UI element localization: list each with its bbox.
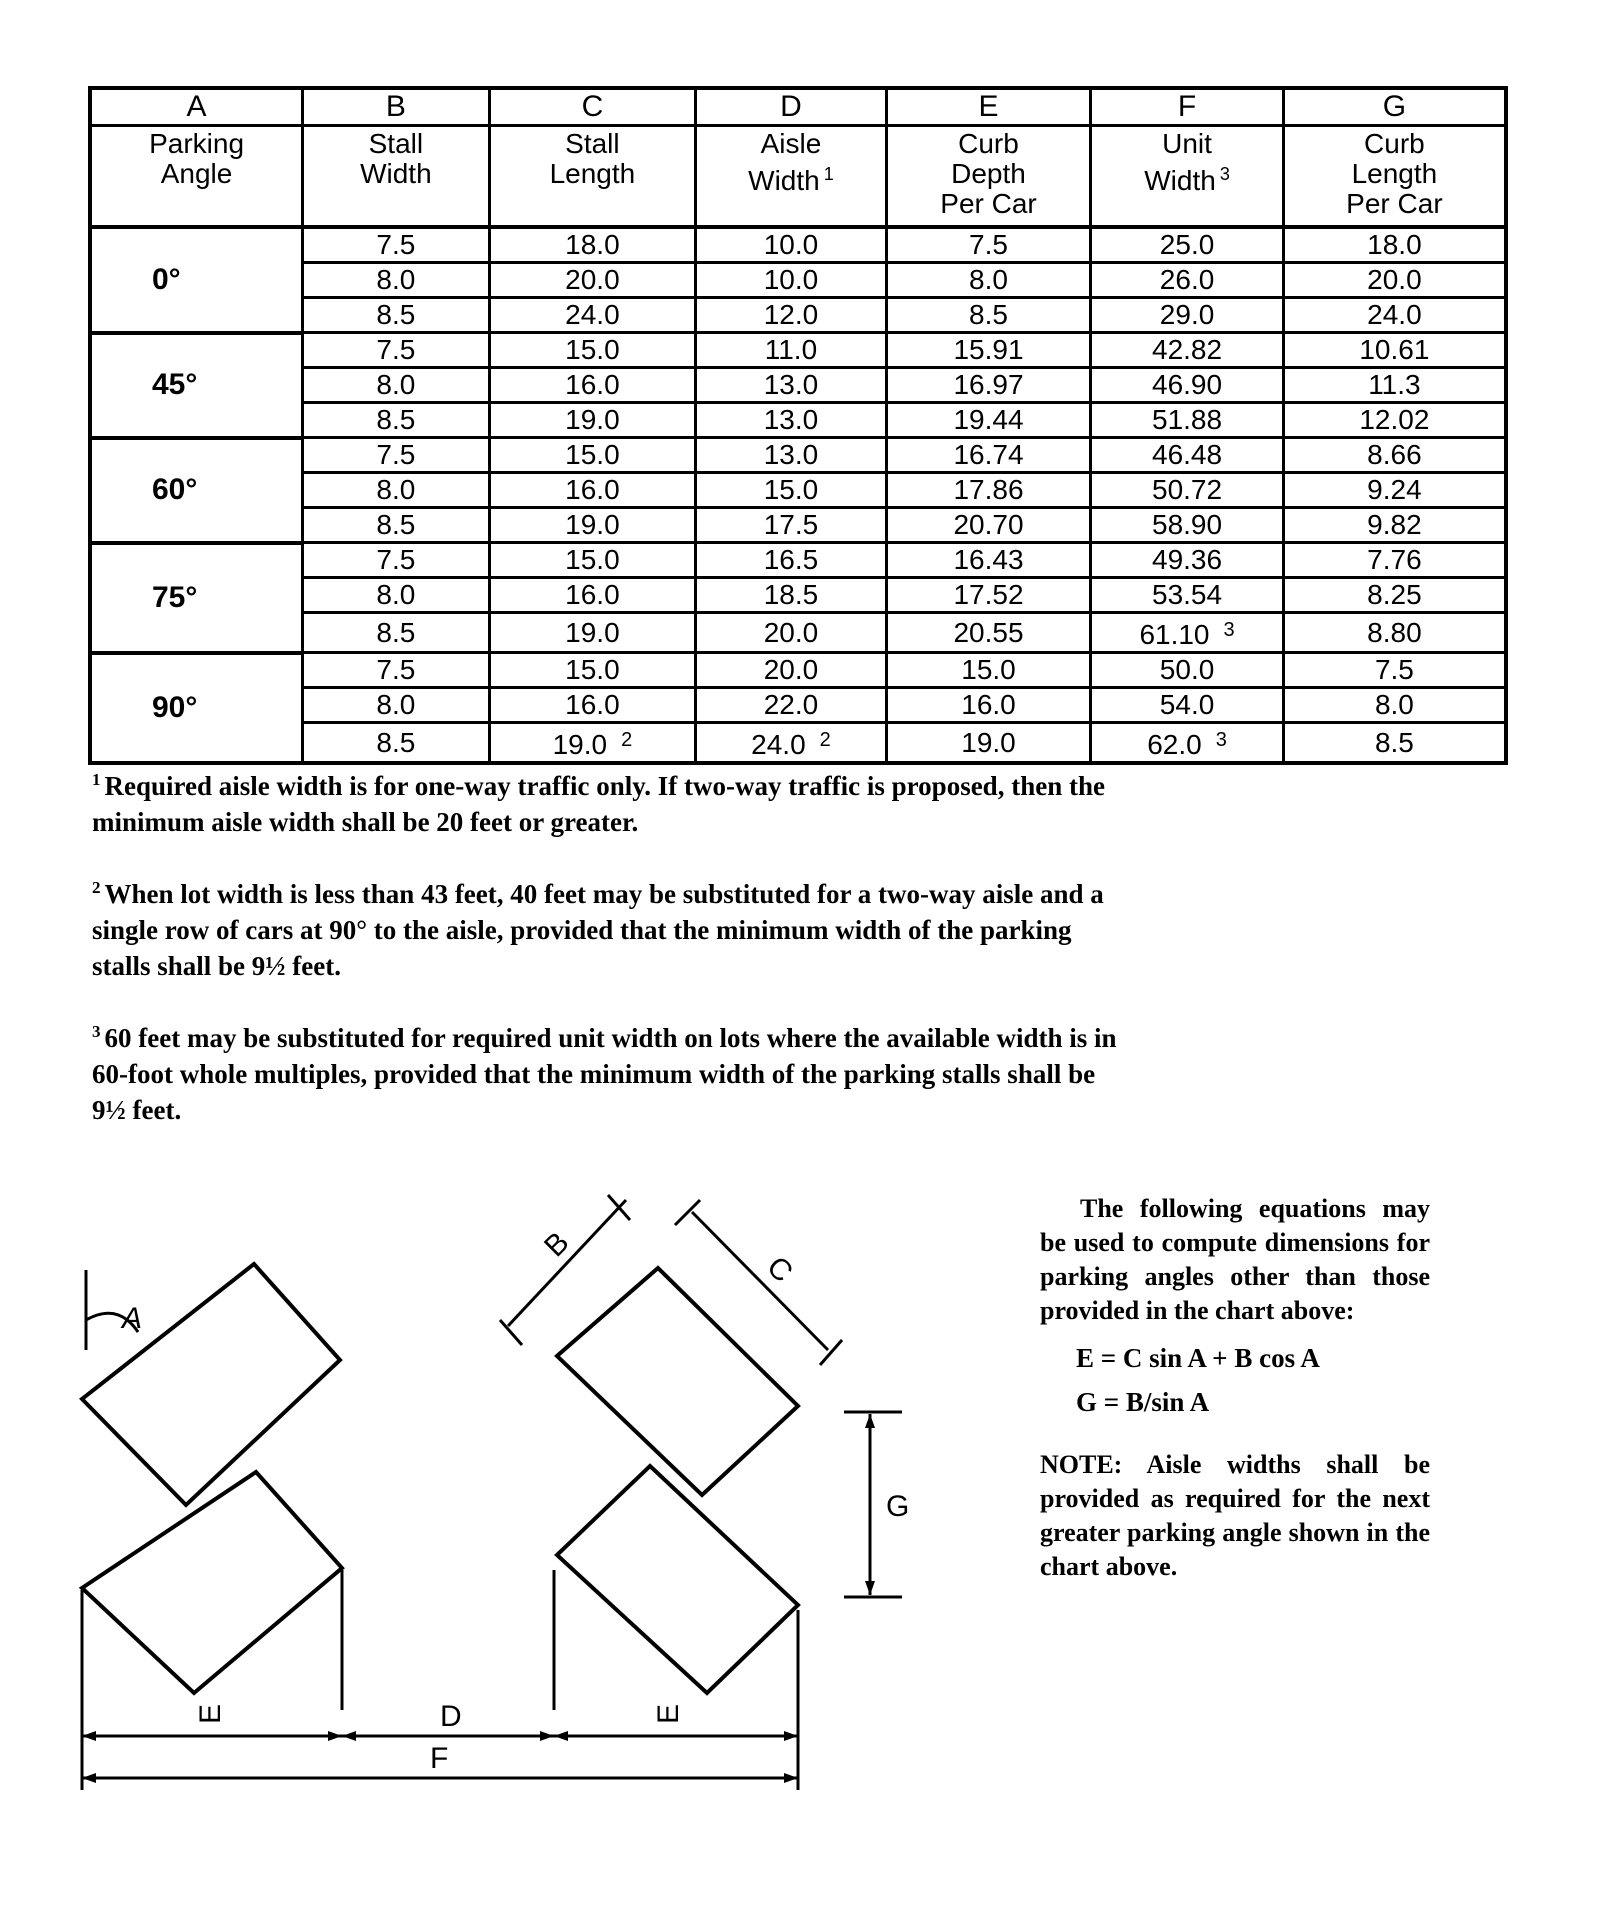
table-cell <box>303 438 490 473</box>
table-cell <box>1283 473 1506 508</box>
cell-value: 7.5 <box>376 334 416 365</box>
cell-value: 19.0 <box>961 726 1016 758</box>
cell-value: 19.0 <box>552 729 608 760</box>
label-f: F <box>430 1742 449 1775</box>
table-cell <box>1283 508 1506 543</box>
equations-intro: The following equations may be used to compute dimensions for parking angles other than those provided in the chart above: <box>1040 1194 1430 1325</box>
table-cell <box>1091 403 1284 438</box>
cell-footnote-mark: 2 <box>819 729 831 751</box>
table-cell <box>886 438 1091 473</box>
table-row <box>90 653 1506 688</box>
cell-value: 17.5 <box>763 509 819 540</box>
cell-value: 16.5 <box>763 544 819 575</box>
table-cell <box>1283 368 1506 403</box>
table-row <box>90 368 1506 403</box>
table-cell <box>696 578 887 613</box>
cell-value: 50.0 <box>1159 654 1215 685</box>
table-cell <box>696 543 887 578</box>
table-cell <box>886 227 1091 263</box>
table-cell <box>1283 613 1506 653</box>
column-header <box>886 126 1091 228</box>
cell-value: 10.0 <box>763 264 819 295</box>
cell-value: 13.0 <box>763 404 819 435</box>
label-c: C <box>760 1250 799 1289</box>
column-letter: C <box>489 88 696 126</box>
cell-footnote-mark: 2 <box>621 729 633 751</box>
cell-value: 16.74 <box>953 439 1024 470</box>
column-header <box>1091 126 1284 228</box>
column-header <box>696 126 887 228</box>
table-cell <box>886 333 1091 368</box>
column-header-line <box>92 159 301 189</box>
table-cell <box>1091 473 1284 508</box>
table-cell <box>696 298 887 333</box>
cell-value: 8.5 <box>376 616 416 648</box>
cell-value: 16.0 <box>961 689 1016 720</box>
column-letter: B <box>303 88 490 126</box>
footnote-1 <box>92 762 1132 840</box>
table-row <box>90 227 1506 263</box>
table-cell <box>489 578 696 613</box>
table-cell <box>1283 723 1506 764</box>
table-cell <box>886 403 1091 438</box>
cell-value: 51.88 <box>1152 404 1223 435</box>
column-header-text: Length <box>1351 158 1438 189</box>
table-row <box>90 438 1506 473</box>
cell-value: 8.25 <box>1367 579 1422 610</box>
cell-value: 46.90 <box>1152 369 1223 400</box>
cell-value: 7.5 <box>376 439 416 470</box>
cell-value: 9.82 <box>1367 509 1422 540</box>
stall-left-upper <box>82 1264 340 1505</box>
column-header-text: Parking <box>149 128 245 159</box>
table-cell <box>489 227 696 263</box>
cell-value: 22.0 <box>763 689 819 720</box>
cell-value: 17.52 <box>953 579 1024 610</box>
table-cell <box>696 508 887 543</box>
table-cell <box>886 263 1091 298</box>
table-cell <box>1091 578 1284 613</box>
column-header-text: Width <box>748 165 820 196</box>
cell-value: 8.5 <box>969 299 1008 330</box>
cell-value: 7.5 <box>376 654 416 685</box>
parking-dimensions-table-container <box>88 86 1508 765</box>
table-row <box>90 578 1506 613</box>
stall-right-upper <box>557 1268 798 1495</box>
cell-value: 13.0 <box>763 369 819 400</box>
column-header-text: Stall <box>565 128 620 159</box>
cell-value: 20.0 <box>763 616 819 648</box>
cell-value: 50.72 <box>1152 474 1223 505</box>
cell-value: 20.70 <box>953 509 1024 540</box>
column-header-line <box>92 129 301 159</box>
parking-angle-cell: 75° <box>90 543 303 653</box>
table-cell <box>696 438 887 473</box>
cell-value: 8.66 <box>1367 439 1422 470</box>
cell-value: 15.0 <box>565 334 620 365</box>
table-cell <box>1091 653 1284 688</box>
cell-value: 53.54 <box>1152 579 1223 610</box>
cell-value: 54.0 <box>1159 689 1215 720</box>
table-cell <box>489 613 696 653</box>
cell-value: 15.0 <box>565 544 620 575</box>
cell-footnote-mark: 3 <box>1215 729 1227 751</box>
column-header-text: Width <box>1144 165 1216 196</box>
column-header-text: Curb <box>1364 128 1425 159</box>
table-cell <box>696 403 887 438</box>
column-header-text: Curb <box>958 128 1019 159</box>
cell-value: 49.36 <box>1152 544 1223 575</box>
table-cell <box>303 227 490 263</box>
table-body <box>90 227 1506 763</box>
column-header-text: Per Car <box>1346 188 1443 219</box>
table-cell <box>696 227 887 263</box>
cell-value: 24.0 <box>751 729 806 760</box>
cell-value: 8.0 <box>376 264 416 295</box>
cell-value: 13.0 <box>763 439 819 470</box>
table-cell <box>1091 613 1284 653</box>
table-cell <box>1283 688 1506 723</box>
cell-value: 26.0 <box>1159 264 1215 295</box>
table-row <box>90 298 1506 333</box>
table-cell <box>886 613 1091 653</box>
column-header-line <box>1285 189 1504 219</box>
equations-block <box>1040 1192 1430 1584</box>
table-cell <box>696 723 887 764</box>
footnote-text: When lot width is less than 43 feet, 40 feet may be substituted for a two-way aisle and a single row of cars at 90° to the aisle, provided that the minimum width of the parking stalls shall be 9½ feet. <box>92 879 1104 981</box>
table-cell <box>303 543 490 578</box>
parking-angle-cell: 45° <box>90 333 303 438</box>
cell-value: 8.5 <box>1374 726 1414 758</box>
column-header-line <box>888 189 1090 219</box>
table-cell <box>1091 723 1284 764</box>
cell-value: 8.0 <box>376 369 416 400</box>
formula-e: E = C sin A + B cos A <box>1076 1343 1320 1373</box>
footnote-mark: 2 <box>92 878 101 897</box>
cell-value: 20.55 <box>953 616 1024 648</box>
column-header-line <box>1092 159 1282 196</box>
table-cell <box>489 473 696 508</box>
table-cell <box>1283 438 1506 473</box>
table-row <box>90 723 1506 764</box>
column-letter: F <box>1091 88 1284 126</box>
table-cell <box>303 723 490 764</box>
table-row <box>90 473 1506 508</box>
table-row <box>90 613 1506 653</box>
table-cell <box>303 473 490 508</box>
table-row <box>90 403 1506 438</box>
footnote-mark: 3 <box>92 1022 101 1041</box>
table-row <box>90 543 1506 578</box>
cell-value: 11.3 <box>1368 369 1421 400</box>
table-cell <box>303 688 490 723</box>
table-cell <box>696 613 887 653</box>
cell-value: 8.0 <box>376 474 416 505</box>
cell-value: 58.90 <box>1152 509 1223 540</box>
table-cell <box>489 688 696 723</box>
table-cell <box>886 473 1091 508</box>
cell-value: 12.02 <box>1359 404 1430 435</box>
cell-value: 16.97 <box>953 369 1024 400</box>
cell-value: 20.0 <box>565 264 620 295</box>
table-cell <box>1091 688 1284 723</box>
footnote-text: Required aisle width is for one-way traffic only. If two-way traffic is proposed, then the minimum aisle width shall be 20 feet or greater. <box>92 771 1105 837</box>
cell-value: 20.0 <box>763 654 819 685</box>
cell-value: 8.0 <box>376 689 416 720</box>
cell-value: 8.0 <box>1374 689 1414 720</box>
table-cell <box>1091 298 1284 333</box>
cell-value: 15.91 <box>953 334 1024 365</box>
table-cell <box>489 298 696 333</box>
column-header-footnote-mark: 3 <box>1219 164 1230 184</box>
table-cell <box>1091 368 1284 403</box>
cell-value: 15.0 <box>961 654 1016 685</box>
table-cell <box>303 578 490 613</box>
cell-value: 15.0 <box>565 654 620 685</box>
table-row <box>90 508 1506 543</box>
label-g: G <box>886 1490 910 1523</box>
column-header-text: Angle <box>160 158 233 189</box>
table-cell <box>1091 543 1284 578</box>
cell-value: 8.5 <box>376 726 416 758</box>
table-cell <box>1283 227 1506 263</box>
column-header <box>90 126 303 228</box>
column-header-line <box>491 159 695 189</box>
column-header-line <box>888 129 1090 159</box>
table-cell <box>696 653 887 688</box>
table-cell <box>489 263 696 298</box>
aisle-width-note: NOTE: Aisle widths shall be provided as required for the next greater parking angle shown in the chart above. <box>1040 1450 1430 1581</box>
footnote-3 <box>92 1014 1132 1128</box>
footnote-mark: 1 <box>92 770 101 789</box>
label-b: B <box>538 1225 576 1264</box>
column-header <box>1283 126 1506 228</box>
footnote-text: 60 feet may be substituted for required unit width on lots where the available width is in 60-foot whole multiples, provided that the minimum width of the parking stalls shall be 9½ feet. <box>92 1023 1117 1125</box>
cell-value: 20.0 <box>1367 264 1422 295</box>
table-cell <box>696 263 887 298</box>
table-row <box>90 333 1506 368</box>
cell-value: 7.76 <box>1367 544 1422 575</box>
cell-value: 12.0 <box>763 299 819 330</box>
cell-value: 46.48 <box>1152 439 1223 470</box>
cell-value: 7.5 <box>1374 654 1414 685</box>
column-header-text: Depth <box>951 158 1026 189</box>
column-header-line <box>697 129 885 159</box>
table-cell <box>303 263 490 298</box>
label-d: D <box>440 1700 462 1733</box>
table-cell <box>886 723 1091 764</box>
table-cell <box>1091 333 1284 368</box>
table-cell <box>303 368 490 403</box>
table-cell <box>1283 653 1506 688</box>
cell-value: 10.0 <box>763 229 819 260</box>
cell-value: 15.0 <box>565 439 620 470</box>
column-header-line <box>491 129 695 159</box>
stall-left-lower <box>82 1472 342 1693</box>
cell-value: 29.0 <box>1159 299 1215 330</box>
table-cell <box>489 543 696 578</box>
column-header-text: Width <box>360 158 432 189</box>
table-cell <box>489 723 696 764</box>
column-letter: E <box>886 88 1091 126</box>
column-header-footnote-mark: 1 <box>823 164 834 184</box>
cell-value: 19.0 <box>565 404 620 435</box>
cell-value: 16.0 <box>565 369 620 400</box>
cell-value: 42.82 <box>1152 334 1223 365</box>
cell-value: 8.5 <box>376 404 416 435</box>
table-cell <box>489 508 696 543</box>
cell-value: 8.5 <box>376 299 416 330</box>
parking-angle-cell: 60° <box>90 438 303 543</box>
cell-value: 8.0 <box>969 264 1008 295</box>
cell-value: 7.5 <box>376 229 416 260</box>
table-cell <box>489 333 696 368</box>
table-cell <box>696 333 887 368</box>
table-cell <box>1091 438 1284 473</box>
table-cell <box>489 653 696 688</box>
cell-value: 15.0 <box>763 474 819 505</box>
cell-value: 19.0 <box>565 616 620 648</box>
table-cell <box>1283 403 1506 438</box>
table-cell <box>303 298 490 333</box>
column-header-line <box>697 159 885 196</box>
column-header-line <box>304 159 488 189</box>
table-cell <box>1091 263 1284 298</box>
table-cell <box>1283 578 1506 613</box>
column-header-line <box>888 159 1090 189</box>
cell-value: 7.5 <box>376 544 416 575</box>
column-header-text: Per Car <box>940 188 1037 219</box>
footnote-2 <box>92 870 1132 984</box>
table-cell <box>303 508 490 543</box>
table-row <box>90 263 1506 298</box>
cell-value: 16.43 <box>953 544 1024 575</box>
formula-g: G = B/sin A <box>1076 1387 1210 1417</box>
column-header <box>489 126 696 228</box>
label-a: A <box>122 1302 143 1335</box>
table-cell <box>303 613 490 653</box>
column-header-text: Length <box>549 158 636 189</box>
cell-value: 7.5 <box>969 229 1008 260</box>
cell-value: 24.0 <box>1367 299 1422 330</box>
parking-dimensions-table <box>88 86 1508 765</box>
table-cell <box>886 688 1091 723</box>
table-cell <box>886 298 1091 333</box>
column-letter: G <box>1283 88 1506 126</box>
column-header-row <box>90 126 1506 228</box>
cell-value: 19.44 <box>953 404 1024 435</box>
table-cell <box>886 368 1091 403</box>
column-header-text: Stall <box>368 128 424 159</box>
parking-angle-cell: 0° <box>90 227 303 333</box>
cell-value: 9.24 <box>1367 474 1422 505</box>
table-row <box>90 688 1506 723</box>
cell-value: 8.5 <box>376 509 416 540</box>
cell-value: 62.0 <box>1147 729 1202 760</box>
column-header-line <box>1092 129 1282 159</box>
table-cell <box>696 473 887 508</box>
parking-angle-cell: 90° <box>90 653 303 764</box>
cell-value: 16.0 <box>565 689 620 720</box>
cell-value: 17.86 <box>953 474 1024 505</box>
table-cell <box>1283 263 1506 298</box>
table-cell <box>696 688 887 723</box>
column-header-line <box>1285 129 1504 159</box>
table-cell <box>886 653 1091 688</box>
label-e-left: E <box>194 1703 227 1724</box>
cell-value: 19.0 <box>565 509 620 540</box>
table-cell <box>1283 298 1506 333</box>
column-header-text: Unit <box>1162 128 1212 159</box>
table-cell <box>1283 333 1506 368</box>
cell-value: 18.0 <box>1367 229 1422 260</box>
table-cell <box>303 653 490 688</box>
table-cell <box>489 438 696 473</box>
column-letter: A <box>90 88 303 126</box>
table-cell <box>886 508 1091 543</box>
column-header-text: Aisle <box>760 128 822 159</box>
column-header <box>303 126 490 228</box>
cell-value: 16.0 <box>565 579 620 610</box>
table-cell <box>1091 508 1284 543</box>
cell-value: 16.0 <box>565 474 620 505</box>
cell-value: 11.0 <box>764 334 818 365</box>
cell-value: 18.0 <box>565 229 620 260</box>
cell-footnote-mark: 3 <box>1223 619 1235 641</box>
cell-value: 8.0 <box>376 579 416 610</box>
table-cell <box>489 368 696 403</box>
table-cell <box>489 403 696 438</box>
cell-value: 25.0 <box>1159 229 1215 260</box>
cell-value: 10.61 <box>1359 334 1430 365</box>
table-cell <box>696 368 887 403</box>
column-header-line <box>1285 159 1504 189</box>
label-e-right: E <box>652 1703 685 1724</box>
column-letter-row <box>90 88 1506 126</box>
cell-value: 61.10 <box>1139 619 1210 650</box>
table-cell <box>303 333 490 368</box>
column-letter: D <box>696 88 887 126</box>
table-cell <box>1091 227 1284 263</box>
cell-value: 24.0 <box>565 299 620 330</box>
cell-value: 8.80 <box>1367 616 1422 648</box>
stall-right-lower <box>557 1466 798 1693</box>
table-cell <box>1283 543 1506 578</box>
parking-layout-diagram <box>60 1190 920 1810</box>
table-cell <box>886 543 1091 578</box>
cell-value: 18.5 <box>763 579 819 610</box>
table-cell <box>886 578 1091 613</box>
table-cell <box>303 403 490 438</box>
column-header-line <box>304 129 488 159</box>
